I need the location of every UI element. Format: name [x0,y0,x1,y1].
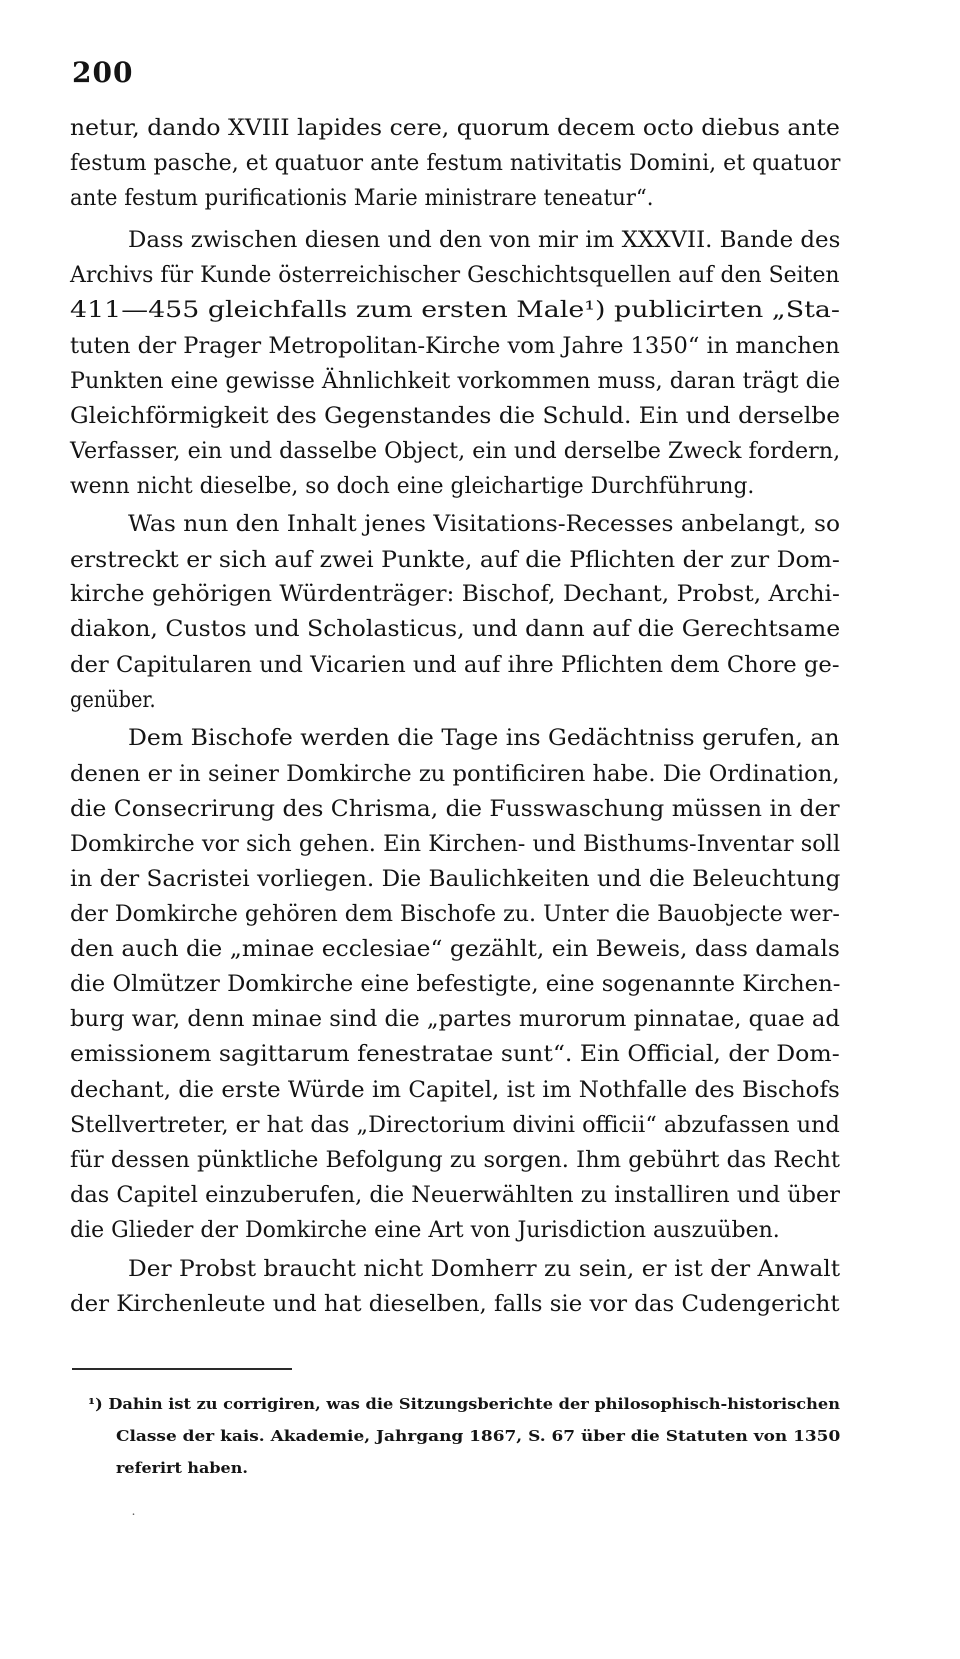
text-line: den auch die „minae ecclesiae“ gezählt, ein Beweis, dass damals [70,937,840,962]
text-line: die Glieder der Domkirche eine Art von Jurisdiction auszuüben. [70,1218,780,1243]
text-line: Dass zwischen diesen und den von mir im XXXVII. Bande des [128,228,841,253]
text-line: Dem Bischofe werden die Tage ins Gedächtniss gerufen, an [128,726,840,751]
text-line: festum pasche, et quatuor ante festum nativitatis Domini, et quatuor [70,151,841,176]
text-line: Der Probst braucht nicht Domherr zu sein, er ist der Anwalt [128,1257,841,1282]
footnote-line: Classe der kais. Akademie, Jahrgang 1867, S. 67 über die Statuten von 1350 [116,1427,841,1445]
text-line: diakon, Custos und Scholasticus, und dann auf die Gerechtsame [70,617,841,642]
text-line: wenn nicht dieselbe, so doch eine gleichartige Durchführung. [70,474,755,499]
footnote-separator [72,1368,292,1370]
text-line: Stellvertreter, er hat das „Directorium divini officii“ abzufassen und [70,1113,840,1138]
text-line: die Olmützer Domkirche eine befestigte, eine sogenannte Kirchen- [70,972,841,997]
text-line: der Capitularen und Vicarien und auf ihre Pflichten dem Chore ge- [70,653,840,678]
text-line: emissionem sagittarum fenestratae sunt“. Ein Official, der Dom- [70,1042,840,1067]
text-line: in der Sacristei vorliegen. Die Baulichkeiten und die Beleuchtung [70,867,841,892]
text-line: dechant, die erste Würde im Capitel, ist im Nothfalle des Bischofs [70,1078,840,1103]
text-line: Was nun den Inhalt jenes Visitations-Recesses anbelangt, so [128,512,840,537]
footnote-line: ¹) Dahin ist zu corrigiren, was die Sitzungsberichte der philosophisch-historischen [88,1395,840,1413]
text-line: Verfasser, ein und dasselbe Object, ein und derselbe Zweck fordern, [70,439,841,464]
text-line: der Domkirche gehören dem Bischofe zu. Unter die Bauobjecte wer- [70,902,840,927]
text-line: das Capitel einzuberufen, die Neuerwählten zu installiren und über [70,1183,841,1208]
text-line: tuten der Prager Metropolitan-Kirche vom Jahre 1350“ in manchen [70,334,840,359]
text-line: genüber. [70,688,156,713]
text-line: Domkirche vor sich gehen. Ein Kirchen- und Bisthums-Inventar soll [70,832,841,857]
text-line: netur, dando XVIII lapides cere, quorum decem octo diebus ante [70,116,840,141]
text-line: der Kirchenleute und hat dieselben, falls sie vor das Cudengericht [70,1292,840,1317]
text-line: Punkten eine gewisse Ähnlichkeit vorkommen muss, daran trägt die [70,369,841,394]
text-line: 411—455 gleichfalls zum ersten Male¹) publicirten „Sta- [70,298,840,323]
text-line: kirche gehörigen Würdenträger: Bischof, Dechant, Probst, Archi- [70,582,840,607]
text-line: ante festum purificationis Marie ministrare teneatur“. [70,186,654,211]
text-line: burg war, denn minae sind die „partes murorum pinnatae, quae ad [70,1007,840,1032]
footnote-line: referirt haben. [116,1459,248,1477]
text-line: die Consecrirung des Chrisma, die Fusswaschung müssen in der [70,797,840,822]
page-number: 200 [72,56,134,89]
text-line: erstreckt er sich auf zwei Punkte, auf die Pflichten der zur Dom- [70,548,840,573]
text-line: Gleichförmigkeit des Gegenstandes die Schuld. Ein und derselbe [70,404,841,429]
text-line: Archivs für Kunde österreichischer Geschichtsquellen auf den Seiten [70,263,840,288]
text-line: denen er in seiner Domkirche zu pontificiren habe. Die Ordination, [70,762,840,787]
text-line: für dessen pünktliche Befolgung zu sorgen. Ihm gebührt das Recht [70,1148,841,1173]
stray-mark: ˙ [130,1512,137,1528]
